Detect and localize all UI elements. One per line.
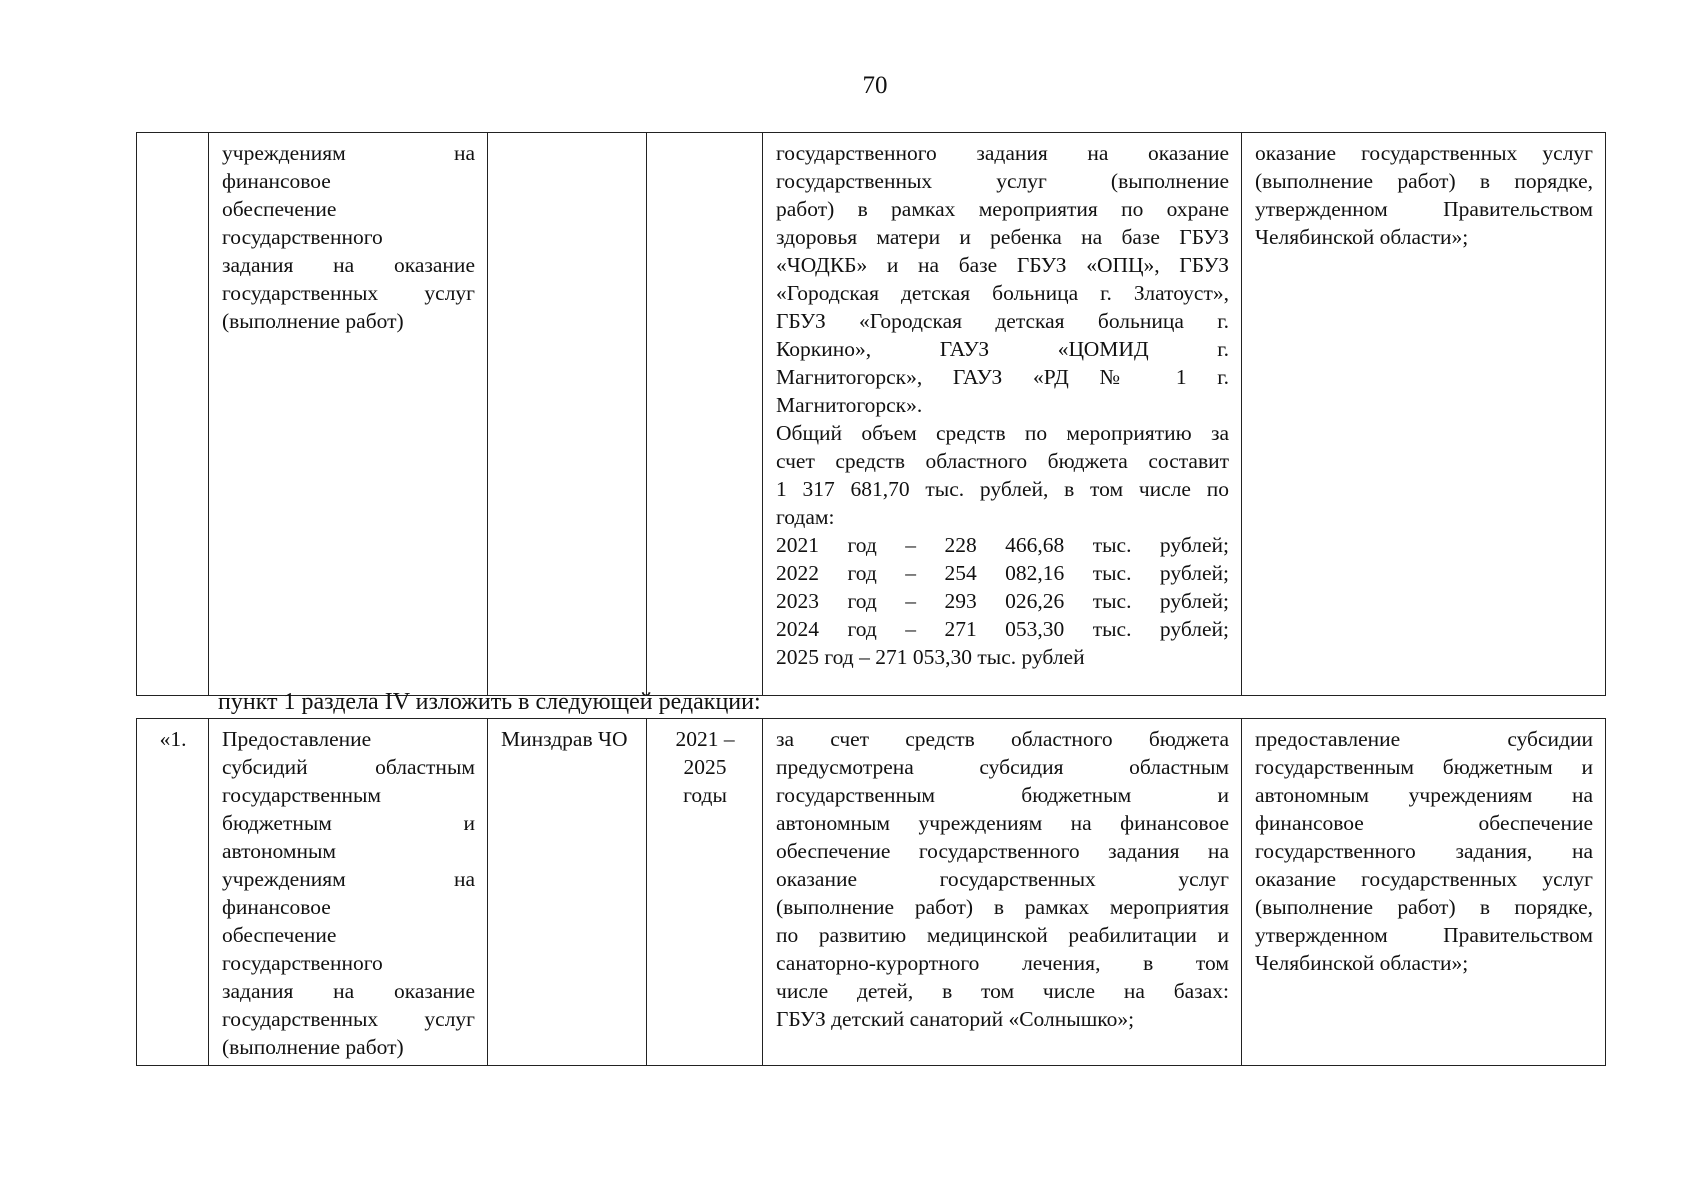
text-line: Общий объем средств по мероприятию за: [776, 421, 1229, 445]
text-line: финансовое: [222, 895, 331, 919]
executor-cell: [488, 133, 647, 696]
text-line: обеспечение: [222, 197, 337, 221]
text-line: государственного задания на оказание: [776, 141, 1229, 165]
text-line: финансовое обеспечение: [1255, 811, 1593, 835]
text-line: (выполнение работ): [222, 1035, 404, 1059]
text-line: утвержденном Правительством: [1255, 923, 1593, 947]
text-line: предусмотрена субсидия областным: [776, 755, 1229, 779]
text-line: здоровья матери и ребенка на базе ГБУЗ: [776, 225, 1229, 249]
text-line: автономным учреждениям на финансовое: [776, 811, 1229, 835]
result-cell: [1242, 719, 1606, 1066]
period-cell: [647, 719, 763, 1066]
period-cell: [647, 133, 763, 696]
text-line: годы: [683, 783, 727, 807]
text-line: государственных услуг: [222, 1007, 475, 1031]
text-line: обеспечение: [222, 923, 337, 947]
text-line: (выполнение работ) в порядке,: [1255, 895, 1593, 919]
text-line: Коркино», ГАУЗ «ЦОМИД г.: [776, 337, 1229, 361]
event-name-cell: [209, 133, 488, 696]
executor-cell: Минздрав ЧО: [488, 719, 647, 1066]
measures-table-section-iv: [136, 718, 1606, 1066]
text-line: 2023 год – 293 026,26 тыс. рублей;: [776, 589, 1229, 613]
amendment-instruction: пункт 1 раздела IV изложить в следующей редакции:: [218, 689, 761, 715]
text-line: санаторно-курортного лечения, в том: [776, 951, 1229, 975]
text-line: 2022 год – 254 082,16 тыс. рублей;: [776, 561, 1229, 585]
text-line: (выполнение работ) в порядке,: [1255, 169, 1593, 193]
text-line: счет средств областного бюджета составит: [776, 449, 1229, 473]
text-line: задания на оказание: [222, 979, 475, 1003]
table-row: [137, 133, 1606, 696]
text-line: оказание государственных услуг: [1255, 141, 1593, 165]
text-line: 2024 год – 271 053,30 тыс. рублей;: [776, 617, 1229, 641]
text-line: государственного: [222, 951, 383, 975]
measures-table-continuation: [136, 132, 1606, 696]
text-line: государственного задания, на: [1255, 839, 1593, 863]
text-line: Челябинской области»;: [1255, 951, 1469, 975]
table-row: [137, 719, 1606, 1066]
text-line: автономным учреждениям на: [1255, 783, 1593, 807]
text-line: Магнитогорск».: [776, 393, 923, 417]
text-line: Челябинской области»;: [1255, 225, 1469, 249]
text-line: ГБУЗ «Городская детская больница г.: [776, 309, 1229, 333]
text-line: «Городская детская больница г. Златоуст»,: [776, 281, 1229, 305]
text-line: 2025 год – 271 053,30 тыс. рублей: [776, 645, 1085, 669]
text-line: оказание государственных услуг: [776, 867, 1229, 891]
text-line: задания на оказание: [222, 253, 475, 277]
text-line: автономным: [222, 839, 337, 863]
text-line: государственным бюджетным и: [776, 783, 1229, 807]
text-line: за счет средств областного бюджета: [776, 727, 1229, 751]
row-number-cell: «1.: [137, 719, 209, 1066]
text-line: государственного: [222, 225, 383, 249]
text-line: государственным: [222, 783, 382, 807]
text-line: государственных услуг: [222, 281, 475, 305]
text-line: обеспечение государственного задания на: [776, 839, 1229, 863]
text-line: субсидий областным: [222, 755, 475, 779]
description-cell: [763, 133, 1242, 696]
text-line: государственным бюджетным и: [1255, 755, 1593, 779]
text-line: числе детей, в том числе на базах:: [776, 979, 1229, 1003]
row-number-cell: [137, 133, 209, 696]
text-line: (выполнение работ) в рамках мероприятия: [776, 895, 1229, 919]
description-cell: [763, 719, 1242, 1066]
text-line: работ) в рамках мероприятия по охране: [776, 197, 1229, 221]
text-line: предоставление субсидии: [1255, 727, 1593, 751]
text-line: «ЧОДКБ» и на базе ГБУЗ «ОПЦ», ГБУЗ: [776, 253, 1229, 277]
text-line: бюджетным и: [222, 811, 475, 835]
text-line: (выполнение работ): [222, 309, 404, 333]
page-number: 70: [862, 72, 888, 99]
text-line: Предоставление: [222, 727, 372, 751]
text-line: Магнитогорск», ГАУЗ «РД № 1 г.: [776, 365, 1229, 389]
event-name-cell: [209, 719, 488, 1066]
text-line: 2021 год – 228 466,68 тыс. рублей;: [776, 533, 1229, 557]
text-line: по развитию медицинской реабилитации и: [776, 923, 1229, 947]
text-line: финансовое: [222, 169, 331, 193]
text-line: ГБУЗ детский санаторий «Солнышко»;: [776, 1007, 1135, 1031]
text-line: государственных услуг (выполнение: [776, 169, 1229, 193]
text-line: 2025: [683, 755, 727, 779]
text-line: учреждениям на: [222, 867, 475, 891]
text-line: 2021 –: [675, 727, 735, 751]
text-line: учреждениям на: [222, 141, 475, 165]
text-line: 1 317 681,70 тыс. рублей, в том числе по: [776, 477, 1229, 501]
result-cell: [1242, 133, 1606, 696]
text-line: утвержденном Правительством: [1255, 197, 1593, 221]
text-line: годам:: [776, 505, 835, 529]
text-line: оказание государственных услуг: [1255, 867, 1593, 891]
